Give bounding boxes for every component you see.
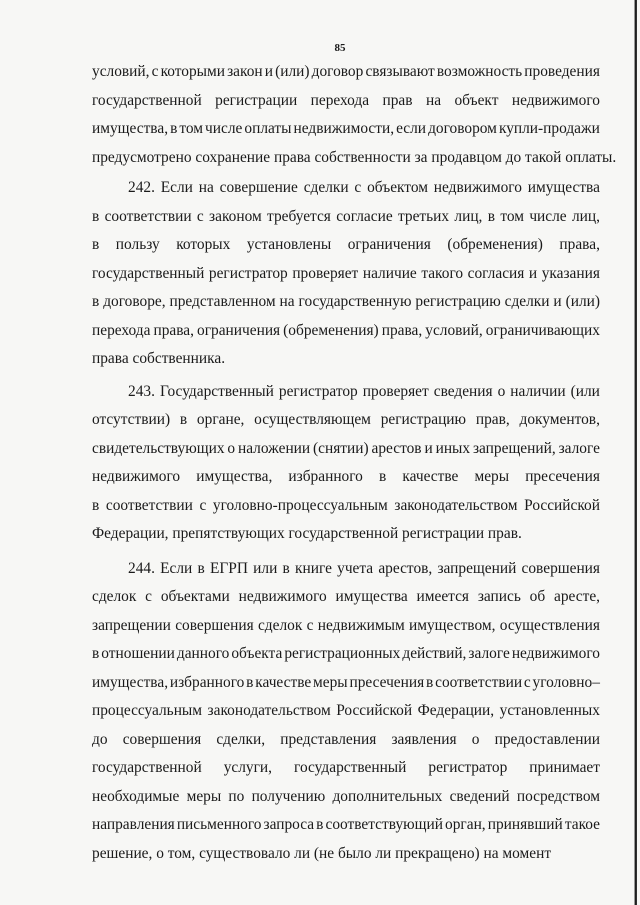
- word: свидетельствующих: [92, 439, 225, 457]
- word: том: [500, 207, 524, 225]
- word: имущества,: [196, 468, 273, 485]
- word: направления: [92, 816, 175, 833]
- word: договоре,: [103, 293, 166, 310]
- word: с: [523, 673, 531, 691]
- word: недвижимого: [92, 468, 181, 485]
- word: залоге: [558, 439, 600, 457]
- word: осуществления: [499, 616, 600, 634]
- word: которых: [176, 236, 231, 253]
- word: по: [228, 787, 245, 805]
- word: объектом: [367, 179, 428, 196]
- word: возможность: [436, 63, 523, 80]
- word: в: [92, 293, 100, 310]
- word: которыми: [160, 63, 225, 80]
- word: услуги,: [223, 759, 273, 776]
- word: (обременения): [283, 321, 379, 339]
- word: качестве: [402, 468, 459, 485]
- word: лиц,: [454, 207, 483, 225]
- word: договор: [311, 63, 364, 80]
- word: в: [92, 236, 100, 253]
- word: ограничивающих: [485, 321, 600, 339]
- word: отношении: [101, 645, 175, 662]
- word: законодательством: [207, 702, 331, 719]
- word: государственный: [294, 759, 407, 776]
- word: регистратор: [208, 264, 288, 282]
- word: Если: [160, 179, 193, 196]
- word: права,: [381, 321, 423, 339]
- word: наличие: [362, 264, 417, 282]
- word: объектами: [160, 588, 230, 605]
- word: оплаты: [244, 120, 292, 137]
- word: данного: [176, 645, 230, 662]
- word: представления: [280, 730, 377, 748]
- word: 244.: [128, 559, 155, 577]
- text-line: права собственника.: [92, 350, 226, 367]
- word: в: [378, 468, 387, 485]
- word: указания: [541, 264, 600, 282]
- word: проверяет: [362, 382, 429, 400]
- word: имуществом,: [409, 616, 496, 634]
- word: залоге: [468, 645, 510, 662]
- word: соответствии: [105, 496, 193, 514]
- word: пресечения: [349, 673, 425, 691]
- word: прав,: [475, 411, 510, 428]
- word: совершения: [175, 616, 254, 634]
- word: в: [316, 816, 324, 833]
- word: письменного: [176, 816, 262, 833]
- word: арестов: [371, 439, 422, 457]
- word: если: [396, 120, 427, 137]
- word: дополнительных: [332, 787, 443, 805]
- word: сделок: [257, 616, 303, 634]
- word: избранного: [288, 468, 363, 485]
- word: запроса: [263, 816, 315, 833]
- text-line: предусмотрено сохранение права собственности за продавцом до такой оплаты.: [92, 148, 617, 166]
- text-line: [92, 811, 600, 840]
- word: в: [92, 207, 100, 225]
- text-line: решение, о том, существовало ли (не было ли прекращено) на момент: [92, 844, 552, 862]
- word: государственный: [92, 264, 205, 282]
- word: такого: [421, 264, 464, 282]
- word: регистратор: [278, 382, 358, 400]
- word: перехода: [310, 91, 370, 109]
- word: имущества: [335, 588, 408, 605]
- word: имущества,: [92, 673, 169, 691]
- word: принимает: [529, 759, 600, 776]
- paragraph: [92, 174, 600, 374]
- word: с: [306, 616, 314, 634]
- word: об: [529, 588, 546, 605]
- document-body: [92, 58, 617, 868]
- word: заявления: [391, 730, 457, 748]
- word: документов,: [519, 411, 600, 428]
- text-line: [92, 612, 600, 641]
- word: процессуальным: [92, 702, 203, 719]
- text-line: [92, 406, 600, 435]
- word: имущества: [527, 179, 600, 196]
- word: до: [92, 730, 108, 748]
- word: запрещений,: [472, 439, 556, 457]
- text-line: [92, 697, 600, 726]
- word: посредством: [516, 787, 600, 805]
- text-line: [92, 115, 600, 144]
- word: регистрацию: [415, 293, 501, 310]
- word: совершение: [219, 179, 298, 196]
- word: объекта: [231, 645, 283, 662]
- word: и: [264, 63, 273, 80]
- text-line: [92, 754, 600, 783]
- word: права,: [153, 321, 194, 339]
- word: с: [145, 588, 153, 605]
- page-number: 85: [334, 42, 346, 54]
- word: проведения: [524, 63, 600, 80]
- word: с: [354, 179, 362, 196]
- word: уголовно-процессуальным: [212, 496, 388, 514]
- word: с: [199, 496, 207, 514]
- word: условий,: [92, 63, 150, 80]
- word: и: [553, 293, 562, 310]
- word: избранного: [169, 673, 245, 691]
- text-line: [92, 726, 600, 755]
- word: аресте,: [554, 588, 600, 605]
- paragraph: [92, 378, 600, 549]
- word: и: [528, 264, 538, 282]
- word: в: [170, 120, 178, 137]
- word: проверяет: [292, 264, 359, 282]
- word: меры: [313, 673, 348, 691]
- word: перехода: [92, 321, 151, 339]
- word: недвижимого: [511, 645, 600, 662]
- word: совершения: [122, 730, 202, 748]
- text-line: Федерации, препятствующих государственной регистрации прав.: [92, 525, 522, 542]
- word: принявший: [487, 816, 563, 833]
- word: в: [282, 559, 290, 577]
- word: лиц,: [571, 207, 600, 225]
- word: на: [279, 293, 295, 310]
- word: сделок: [92, 588, 137, 605]
- word: запись: [477, 588, 521, 605]
- word: иных: [435, 439, 471, 457]
- word: регистрацию: [380, 411, 467, 428]
- word: числе: [529, 207, 567, 225]
- word: сделки: [303, 179, 349, 196]
- word: 243.: [128, 382, 155, 400]
- word: в: [179, 411, 188, 428]
- word: регистрации: [215, 91, 298, 109]
- word: установлены: [246, 236, 332, 253]
- word: предоставлении: [494, 730, 600, 748]
- word: законом: [209, 207, 262, 225]
- word: ограничения: [347, 236, 431, 253]
- word: сведений: [449, 787, 510, 805]
- word: на: [425, 91, 442, 109]
- word: и: [424, 439, 433, 457]
- word: наличии: [510, 382, 566, 400]
- word: (или: [570, 382, 600, 400]
- text-line: [92, 203, 600, 232]
- word: в: [426, 673, 434, 691]
- word: запрещении: [92, 616, 171, 634]
- word: недвижимым: [317, 616, 405, 634]
- word: сделки,: [216, 730, 266, 748]
- word: сделки: [504, 293, 550, 310]
- text-line: [92, 288, 600, 317]
- word: объект: [454, 91, 499, 109]
- word: получению: [251, 787, 326, 805]
- word: пресечения: [525, 468, 600, 485]
- word: законодательством: [394, 496, 518, 514]
- word: в: [197, 559, 205, 577]
- word: том: [179, 120, 204, 137]
- scan-edge: [634, 0, 637, 905]
- word: сведения: [433, 382, 493, 400]
- text-line: [92, 669, 600, 698]
- text-line: [92, 783, 600, 812]
- word: купли-продажи: [498, 120, 600, 137]
- word: на: [198, 179, 214, 196]
- word: наложении: [237, 439, 311, 457]
- word: уголовно–: [532, 673, 600, 691]
- word: ограничения: [197, 321, 281, 339]
- word: арестов,: [378, 559, 433, 577]
- word: числе: [205, 120, 243, 137]
- word: установленных: [499, 702, 600, 719]
- text-line: [92, 317, 600, 346]
- paragraph: [92, 58, 617, 172]
- word: недвижимости,: [293, 120, 395, 137]
- word: пользу: [115, 236, 160, 253]
- word: государственной: [92, 91, 202, 109]
- word: (или): [275, 63, 310, 80]
- text-line: [92, 260, 600, 289]
- text-line: [92, 58, 600, 87]
- word: о: [497, 382, 506, 400]
- word: запрещений: [437, 559, 517, 577]
- word: имеется: [416, 588, 470, 605]
- word: в: [246, 673, 254, 691]
- text-line: [92, 174, 600, 203]
- word: такое: [564, 816, 600, 833]
- word: книге: [295, 559, 332, 577]
- text-line: [92, 640, 600, 669]
- word: (снятии): [313, 439, 369, 457]
- word: согласия: [467, 264, 525, 282]
- word: отсутствии): [92, 411, 171, 428]
- word: третьих: [397, 207, 450, 225]
- word: о: [471, 730, 480, 748]
- word: (или): [565, 293, 600, 310]
- text-line: [92, 492, 600, 521]
- text-line: [92, 435, 600, 464]
- word: договором: [428, 120, 497, 137]
- word: в: [92, 645, 100, 662]
- word: Государственный: [159, 382, 274, 400]
- word: условий,: [425, 321, 483, 339]
- word: ЕГРП: [209, 559, 248, 577]
- word: Если: [160, 559, 193, 577]
- word: или: [253, 559, 278, 577]
- word: меры: [474, 468, 510, 485]
- word: органе,: [196, 411, 245, 428]
- word: 242.: [128, 179, 155, 196]
- word: совершения: [521, 559, 600, 577]
- word: соответствующий: [325, 816, 443, 833]
- word: о: [227, 439, 236, 457]
- paragraph: [92, 555, 600, 869]
- word: регистрационных: [284, 645, 401, 662]
- word: Российской: [336, 702, 413, 719]
- word: (обременения): [447, 236, 543, 253]
- word: регистратор: [428, 759, 508, 776]
- word: недвижимого: [511, 91, 600, 109]
- word: меры: [186, 787, 222, 805]
- word: государственной: [92, 759, 202, 776]
- text-line: [92, 555, 600, 584]
- word: Российской: [524, 496, 600, 514]
- word: в: [92, 496, 100, 514]
- word: согласие: [336, 207, 393, 225]
- word: связывают: [365, 63, 435, 80]
- word: учета: [337, 559, 374, 577]
- word: закон: [227, 63, 263, 80]
- word: Федерации,: [417, 702, 495, 719]
- text-line: [92, 583, 600, 612]
- text-line: [92, 231, 600, 260]
- word: недвижимого: [238, 588, 327, 605]
- text-line: [92, 463, 600, 492]
- word: в: [487, 207, 496, 225]
- word: недвижимого: [433, 179, 522, 196]
- word: соответствии: [104, 207, 192, 225]
- word: государственную: [298, 293, 412, 310]
- word: с: [151, 63, 159, 80]
- word: с: [196, 207, 204, 225]
- word: представленном: [169, 293, 276, 310]
- word: требуется: [267, 207, 331, 225]
- text-line: [92, 87, 600, 116]
- text-line: [92, 378, 600, 407]
- word: действий,: [402, 645, 467, 662]
- word: орган,: [445, 816, 486, 833]
- word: качестве: [255, 673, 312, 691]
- word: прав: [382, 91, 413, 109]
- word: соответствии: [435, 673, 523, 691]
- word: необходимые: [92, 787, 180, 805]
- word: осуществляющем: [254, 411, 371, 428]
- word: права,: [559, 236, 600, 253]
- word: имущества,: [92, 120, 169, 137]
